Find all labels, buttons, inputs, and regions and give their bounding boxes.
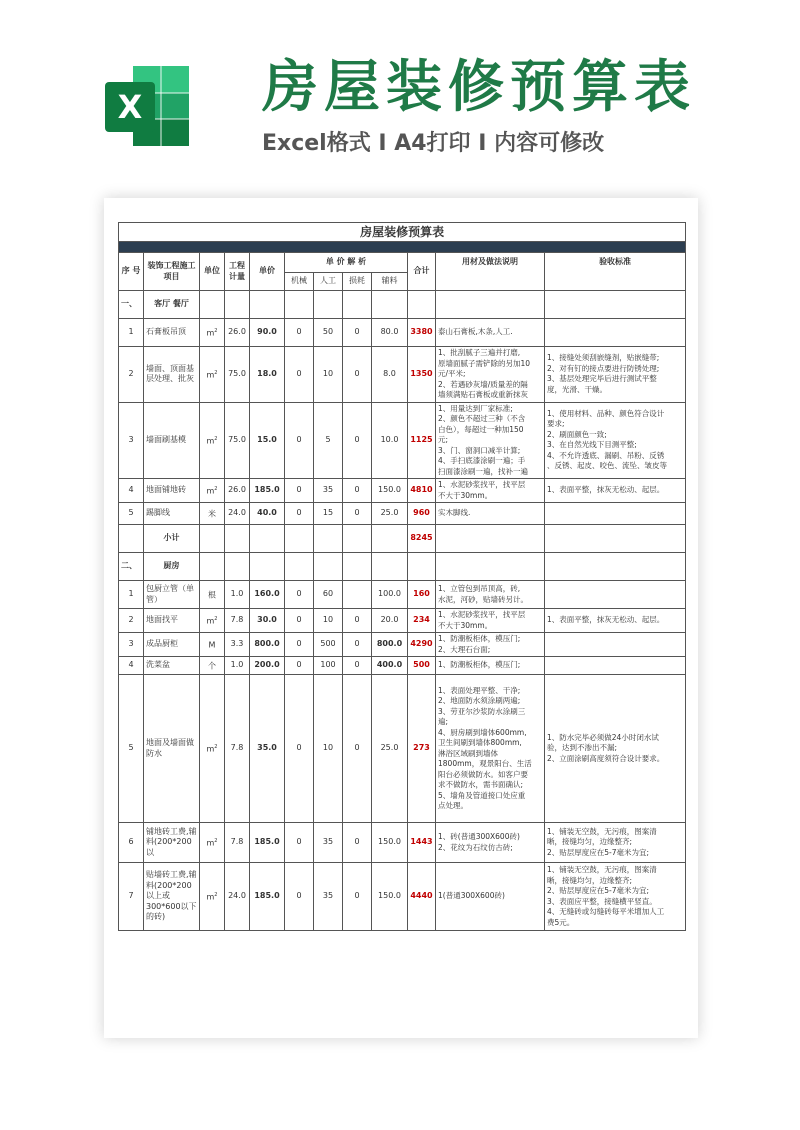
row-desc-line: 1(普通300X600砖) (438, 891, 505, 901)
row-desc-line: 3、劳亚尔沙浆防水涂刷三 (438, 706, 526, 716)
unit-text: m (206, 328, 215, 338)
row-machine: 0 (285, 347, 314, 403)
row-accept-line: 要求; (547, 419, 565, 429)
row-labor: 35 (314, 479, 343, 503)
row-loss (343, 581, 372, 609)
row-labor: 35 (314, 823, 343, 863)
row-item: 地面及墙面做防水 (144, 675, 200, 823)
row-item: 包厨立管（单管） (144, 581, 200, 609)
row-desc-line: 2、花纹为石纹仿古砖; (438, 842, 513, 852)
subtotal-label: 小计 (144, 525, 200, 553)
row-item: 地面找平 (144, 609, 200, 633)
table-row (119, 581, 686, 609)
row-total: 4290 (408, 633, 436, 657)
budget-table (118, 222, 686, 931)
row-qty: 75.0 (225, 402, 250, 479)
row-desc (436, 347, 545, 403)
section-row (119, 553, 686, 581)
row-total: 1125 (408, 402, 436, 479)
row-machine: 0 (285, 633, 314, 657)
row-desc-line: 原墙面腻子需铲除的另加10 (438, 358, 531, 368)
row-qty: 24.0 (225, 863, 250, 931)
row-item: 地面铺地砖 (144, 479, 200, 503)
row-accept (545, 503, 686, 525)
section-row (119, 291, 686, 319)
row-material: 25.0 (372, 675, 408, 823)
table-row (119, 823, 686, 863)
row-qty: 75.0 (225, 347, 250, 403)
row-machine: 0 (285, 823, 314, 863)
empty-cell (119, 525, 144, 553)
row-qty: 26.0 (225, 479, 250, 503)
row-total: 273 (408, 675, 436, 823)
row-unit (200, 609, 225, 633)
row-accept-line: 1、表面平整，抹灰无松动、起层。 (547, 615, 665, 625)
row-item: 墙面刷基模 (144, 402, 200, 479)
row-price: 40.0 (250, 503, 285, 525)
row-qty: 1.0 (225, 657, 250, 675)
unit-text: m (206, 892, 215, 902)
row-material: 150.0 (372, 479, 408, 503)
row-accept-line: 度，光滑、干燥。 (547, 384, 607, 394)
unit-text: M (208, 640, 216, 650)
row-loss: 0 (343, 347, 372, 403)
header-total: 合计 (408, 253, 436, 291)
row-labor: 35 (314, 863, 343, 931)
row-desc-line: 卫生间刷到墙体800mm, (438, 738, 522, 747)
row-unit (200, 402, 225, 479)
table-row (119, 863, 686, 931)
row-qty: 3.3 (225, 633, 250, 657)
excel-logo-icon (103, 60, 191, 152)
row-accept-line: 2、对有钉的接点要进行防锈处理; (547, 363, 660, 373)
row-qty: 1.0 (225, 581, 250, 609)
row-accept (545, 863, 686, 931)
empty-cell (343, 553, 372, 581)
row-material: 800.0 (372, 633, 408, 657)
empty-cell (436, 525, 545, 553)
row-desc-line: 1、批刮腻子三遍并打磨, (438, 348, 521, 357)
row-labor: 10 (314, 609, 343, 633)
row-no: 5 (119, 503, 144, 525)
row-material: 10.0 (372, 402, 408, 479)
empty-cell (225, 553, 250, 581)
header-accept: 验收标准 (545, 253, 686, 291)
unit-text: 个 (208, 661, 216, 671)
row-total: 4440 (408, 863, 436, 931)
row-no: 2 (119, 347, 144, 403)
row-total: 4810 (408, 479, 436, 503)
row-accept-line: 晰，接缝均匀，边缘整齐; (547, 875, 633, 885)
row-unit (200, 347, 225, 403)
row-accept-line: 2、贴层厚度应在5-7毫米为宜; (547, 847, 650, 857)
unit-text: m (206, 838, 215, 848)
unit-text: 根 (208, 590, 216, 600)
row-desc-line: 实木脚线. (438, 508, 471, 518)
empty-cell (372, 291, 408, 319)
row-material: 150.0 (372, 823, 408, 863)
row-desc-line: 4、厨房刷到墙体600mm, (438, 727, 527, 737)
header-price: 单价 (250, 253, 285, 291)
row-price: 185.0 (250, 479, 285, 503)
row-desc-line: 1、水泥砂浆找平，找平层 (438, 610, 526, 619)
row-no: 3 (119, 633, 144, 657)
header-no: 序 号 (119, 253, 144, 291)
row-no: 2 (119, 609, 144, 633)
row-material: 400.0 (372, 657, 408, 675)
row-labor: 10 (314, 675, 343, 823)
table-row (119, 319, 686, 347)
empty-cell (436, 291, 545, 319)
row-machine: 0 (285, 609, 314, 633)
header-analysis: 单 价 解 析 (285, 253, 408, 273)
empty-cell (285, 291, 314, 319)
empty-cell (436, 553, 545, 581)
row-accept (545, 633, 686, 657)
empty-cell (200, 553, 225, 581)
row-labor: 50 (314, 319, 343, 347)
empty-cell (314, 553, 343, 581)
banner-title: 房屋装修预算表 (262, 55, 696, 120)
row-total: 234 (408, 609, 436, 633)
row-desc-line: 1、立管包到吊顶高，砖, (438, 584, 521, 593)
row-item: 贴墙砖工费,辅料(200*200以上或300*600以下的砖) (144, 863, 200, 931)
row-desc-line: 白色），每超过一种加150 (438, 424, 524, 434)
row-loss: 0 (343, 479, 372, 503)
row-desc-line: 2、若遇砂灰墙/质量差的隔 (438, 379, 528, 389)
header-machine: 机械 (285, 273, 314, 291)
row-accept-line: 1、表面平整，抹灰无松动、起层。 (547, 485, 665, 495)
row-no: 7 (119, 863, 144, 931)
subtotal-row (119, 525, 686, 553)
row-accept-line: 1、铺装无空鼓，无污痕，图案清 (547, 826, 657, 836)
row-desc (436, 503, 545, 525)
row-accept-line: 1、使用材料、品种、颜色符合设计 (547, 408, 665, 418)
row-labor: 5 (314, 402, 343, 479)
unit-text: m (206, 436, 215, 446)
header-bar (119, 242, 686, 253)
row-accept (545, 347, 686, 403)
row-accept-line: 1、接缝处须刮嵌缝剂，贴嵌缝带; (547, 353, 660, 363)
empty-cell (408, 553, 436, 581)
row-desc-line: 墙须满贴石膏板或重新抹灰 (438, 390, 528, 399)
empty-cell (200, 291, 225, 319)
row-desc-line: 3、门、窗洞口减半计算; (438, 445, 521, 455)
header-qty: 工程计量 (225, 253, 250, 291)
row-material: 80.0 (372, 319, 408, 347)
row-accept (545, 675, 686, 823)
row-labor: 15 (314, 503, 343, 525)
row-desc (436, 402, 545, 479)
row-no: 3 (119, 402, 144, 479)
unit-superscript: 2 (214, 435, 218, 442)
unit-superscript: 2 (214, 837, 218, 844)
header-desc: 用材及做法说明 (436, 253, 545, 291)
row-accept (545, 823, 686, 863)
row-accept-line: 1、铺装无空鼓，无污痕，图案清 (547, 865, 657, 874)
empty-cell (343, 525, 372, 553)
row-price: 18.0 (250, 347, 285, 403)
empty-cell (408, 291, 436, 319)
row-unit (200, 503, 225, 525)
row-item: 成品厨柜 (144, 633, 200, 657)
row-price: 35.0 (250, 675, 285, 823)
row-desc-line: 求不做防水，需书面确认; (438, 780, 524, 789)
unit-text: m (206, 616, 215, 626)
row-price: 30.0 (250, 609, 285, 633)
unit-superscript: 2 (214, 327, 218, 334)
row-price: 185.0 (250, 863, 285, 931)
table-row (119, 675, 686, 823)
empty-cell (314, 525, 343, 553)
section-no: 一、 (119, 291, 144, 319)
row-desc-line: 1、用量达到厂家标准; (438, 403, 513, 413)
spreadsheet-page (104, 198, 698, 1038)
row-accept (545, 609, 686, 633)
section-name: 客厅 餐厅 (144, 291, 200, 319)
empty-cell (250, 553, 285, 581)
row-accept (545, 319, 686, 347)
row-unit (200, 319, 225, 347)
empty-cell (285, 553, 314, 581)
row-accept-line: 2、立面涂刷高度须符合设计要求。 (547, 753, 665, 763)
empty-cell (372, 553, 408, 581)
row-no: 1 (119, 581, 144, 609)
row-machine: 0 (285, 863, 314, 931)
table-row (119, 479, 686, 503)
unit-text: 米 (208, 509, 216, 519)
table-row (119, 657, 686, 675)
svg-text:X: X (117, 88, 143, 126)
row-desc-line: 1、表面处理平整、干净; (438, 685, 521, 695)
section-no: 二、 (119, 553, 144, 581)
row-desc (436, 657, 545, 675)
row-accept-line: 3、在自然光线下目测平整; (547, 440, 637, 450)
table-row (119, 633, 686, 657)
row-accept-line: 、反锈、起皮、咬色、流坠、皱皮等 (547, 461, 667, 471)
row-price: 90.0 (250, 319, 285, 347)
row-no: 4 (119, 479, 144, 503)
row-accept-line: 费5元。 (547, 917, 575, 927)
row-loss: 0 (343, 402, 372, 479)
row-desc (436, 863, 545, 931)
row-desc (436, 633, 545, 657)
row-item: 铺地砖工费,辅料(200*200以 (144, 823, 200, 863)
row-unit (200, 581, 225, 609)
subtotal-value: 8245 (408, 525, 436, 553)
unit-superscript: 2 (214, 743, 218, 750)
unit-text: m (206, 370, 215, 380)
row-desc (436, 609, 545, 633)
row-accept-line: 1、防水完毕必须做24小时闭水试 (547, 732, 659, 742)
row-desc-line: 5、墙角及管道接口处应重 (438, 790, 526, 800)
table-row (119, 503, 686, 525)
row-total: 1350 (408, 347, 436, 403)
unit-superscript: 2 (214, 891, 218, 898)
unit-superscript: 2 (214, 615, 218, 622)
row-accept-line: 晰，接缝均匀，边缘整齐; (547, 837, 633, 847)
row-qty: 7.8 (225, 609, 250, 633)
row-labor: 10 (314, 347, 343, 403)
row-desc-line: 2、大理石台面; (438, 644, 491, 654)
row-accept-line: 4、无缝砖或勾缝砖每平米增加人工 (547, 907, 665, 916)
row-item: 踢脚线 (144, 503, 200, 525)
row-desc-line: 遍; (438, 717, 449, 726)
row-unit (200, 823, 225, 863)
row-unit (200, 675, 225, 823)
row-price: 15.0 (250, 402, 285, 479)
row-price: 160.0 (250, 581, 285, 609)
row-accept (545, 402, 686, 479)
row-unit (200, 479, 225, 503)
empty-cell (250, 525, 285, 553)
empty-cell (545, 553, 686, 581)
row-accept-line: 2、贴层厚度应在5-7毫米为宜; (547, 886, 650, 895)
row-desc-line: 元; (438, 435, 449, 444)
row-desc-line: 不大于30mm。 (438, 490, 493, 500)
row-desc-line: 4、手扫底漆涂刷一遍；手 (438, 456, 526, 465)
row-loss: 0 (343, 657, 372, 675)
row-price: 200.0 (250, 657, 285, 675)
row-desc-line: 元/平米; (438, 369, 466, 378)
header-material: 辅料 (372, 273, 408, 291)
row-item: 洗菜盆 (144, 657, 200, 675)
row-desc-line: 点处理。 (438, 801, 468, 810)
row-total: 3380 (408, 319, 436, 347)
unit-superscript: 2 (214, 369, 218, 376)
empty-cell (200, 525, 225, 553)
row-desc-line: 泰山石膏板,木条,人工. (438, 327, 513, 337)
row-desc-line: 1、防潮板柜体，模压门; (438, 634, 521, 643)
row-desc-line: 1800mm，观景阳台、生活 (438, 759, 532, 768)
row-machine: 0 (285, 402, 314, 479)
row-total: 960 (408, 503, 436, 525)
row-no: 6 (119, 823, 144, 863)
empty-cell (314, 291, 343, 319)
row-loss: 0 (343, 675, 372, 823)
row-accept-line: 4、不允许透底、漏刷、吊粉、反锈 (547, 450, 665, 460)
row-unit (200, 657, 225, 675)
row-no: 1 (119, 319, 144, 347)
header-loss: 损耗 (343, 273, 372, 291)
row-desc-line: 扫面漆涂刷一遍，找补一遍 (438, 466, 528, 476)
row-desc-line: 1、砖(普通300X600砖) (438, 832, 520, 841)
row-qty: 7.8 (225, 823, 250, 863)
row-loss: 0 (343, 823, 372, 863)
row-unit (200, 633, 225, 657)
section-name: 厨房 (144, 553, 200, 581)
row-machine: 0 (285, 319, 314, 347)
row-machine: 0 (285, 581, 314, 609)
row-loss: 0 (343, 609, 372, 633)
row-desc-line: 阳台必须做防水。如客户要 (438, 769, 528, 779)
row-no: 5 (119, 675, 144, 823)
row-price: 800.0 (250, 633, 285, 657)
row-qty: 7.8 (225, 675, 250, 823)
row-machine: 0 (285, 657, 314, 675)
row-desc-line: 淋浴区域刷到墙体 (438, 748, 498, 758)
row-desc-line: 1、防潮板柜体，模压门; (438, 660, 521, 670)
table-row (119, 609, 686, 633)
empty-cell (545, 291, 686, 319)
empty-cell (225, 525, 250, 553)
unit-superscript: 2 (214, 485, 218, 492)
table-row (119, 347, 686, 403)
row-desc-line: 水泥，河砂，贴墙砖另计。 (438, 594, 528, 604)
sheet-title: 房屋装修预算表 (119, 223, 686, 242)
table-row (119, 402, 686, 479)
row-qty: 24.0 (225, 503, 250, 525)
empty-cell (285, 525, 314, 553)
row-material: 20.0 (372, 609, 408, 633)
empty-cell (250, 291, 285, 319)
row-loss: 0 (343, 503, 372, 525)
row-material: 8.0 (372, 347, 408, 403)
empty-cell (372, 525, 408, 553)
row-no: 4 (119, 657, 144, 675)
header-labor: 人工 (314, 273, 343, 291)
row-labor: 60 (314, 581, 343, 609)
row-material: 150.0 (372, 863, 408, 931)
row-accept (545, 479, 686, 503)
row-accept-line: 2、刷面颜色一致; (547, 429, 607, 439)
unit-text: m (206, 744, 215, 754)
row-desc-line: 不大于30mm。 (438, 620, 493, 630)
empty-cell (225, 291, 250, 319)
row-total: 1443 (408, 823, 436, 863)
row-accept-line: 3、表面应平整，接缝横平竖直。 (547, 896, 657, 906)
row-desc-line: 2、颜色不超过三种（不含 (438, 414, 526, 423)
row-total: 500 (408, 657, 436, 675)
row-desc-line: 1、水泥砂浆找平，找平层 (438, 480, 526, 489)
row-material: 100.0 (372, 581, 408, 609)
unit-text: m (206, 486, 215, 496)
row-loss: 0 (343, 319, 372, 347)
row-desc (436, 581, 545, 609)
empty-cell (545, 525, 686, 553)
row-item: 石膏板吊顶 (144, 319, 200, 347)
row-unit (200, 863, 225, 931)
empty-cell (343, 291, 372, 319)
row-loss: 0 (343, 633, 372, 657)
row-accept (545, 657, 686, 675)
row-machine: 0 (285, 675, 314, 823)
row-accept-line: 3、基层处理完毕后进行测试平整 (547, 374, 657, 384)
row-qty: 26.0 (225, 319, 250, 347)
row-machine: 0 (285, 503, 314, 525)
row-machine: 0 (285, 479, 314, 503)
banner-subtitle: Excel格式 I A4打印 I 内容可修改 (262, 131, 605, 156)
row-desc (436, 675, 545, 823)
header-item: 装饰工程施工项目 (144, 253, 200, 291)
header-unit: 单位 (200, 253, 225, 291)
row-desc-line: 2、地面防水须涂刷两遍; (438, 696, 521, 705)
row-material: 25.0 (372, 503, 408, 525)
row-item: 墙面、顶面基层处理、批灰 (144, 347, 200, 403)
row-price: 185.0 (250, 823, 285, 863)
row-labor: 100 (314, 657, 343, 675)
row-accept (545, 581, 686, 609)
row-labor: 500 (314, 633, 343, 657)
row-desc (436, 479, 545, 503)
row-loss: 0 (343, 863, 372, 931)
row-accept-line: 验，达到不渗出不漏; (547, 743, 618, 753)
row-total: 160 (408, 581, 436, 609)
row-desc (436, 319, 545, 347)
row-desc (436, 823, 545, 863)
banner (0, 0, 800, 190)
